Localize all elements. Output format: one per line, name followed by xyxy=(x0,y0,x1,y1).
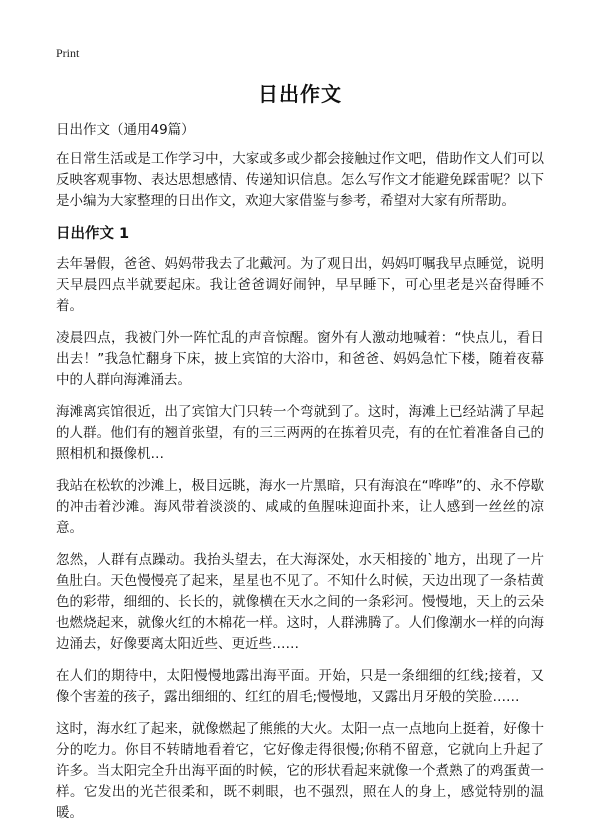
body-paragraph-4: 我站在松软的沙滩上，极目远眺，海水一片黑暗，只有海浪在“哗哗”的、永不停歇的冲击着沙滩。海风带着淡淡的、咸咸的鱼腥味迎面扑来，让人感到一丝丝的凉意。 xyxy=(56,478,544,536)
body-paragraph-1: 去年暑假，爸爸、妈妈带我去了北戴河。为了观日出，妈妈叮嘱我早点睡觉，说明天早晨四点半就要起床。我让爸爸调好闹钟，早早睡下，可心里老是兴奋得睡不着。 xyxy=(56,256,544,314)
print-link[interactable]: Print xyxy=(56,46,80,60)
page-title: 日出作文 xyxy=(258,82,342,106)
body-paragraph-7: 这时，海水红了起来，就像燃起了熊熊的大火。太阳一点一点地向上挺着，好像十分的吃力。你目不转睛地看着它，它好像走得很慢;你稍不留意，它就向上升起了许多。当太阳完全升出海平面的时候，它的形状看起来就像一个煮熟了的鸡蛋黄一样。它发出的光芒很柔和，既不刺眼，也不强烈，照在人的身上，感觉特别的温暖。 xyxy=(56,721,544,821)
body-paragraph-3: 海滩离宾馆很近，出了宾馆大门只转一个弯就到了。这时，海滩上已经站满了早起的人群。他们有的翘首张望，有的三三两两的在拣着贝壳，有的在忙着准备自己的照相机和摄像机… xyxy=(56,404,544,462)
body-paragraph-5: 忽然，人群有点躁动。我抬头望去，在大海深处，水天相接的`地方，出现了一片鱼肚白。天色慢慢亮了起来，星星也不见了。不知什么时候，天边出现了一条桔黄色的彩带，细细的、长长的，就像横在天水之间的一条彩河。慢慢地，天上的云朵也燃烧起来，就像火红的木棉花一样。这时，人群沸腾了。人们像潮水一样的向海边涌去，好像要离太阳近些、更近些…… xyxy=(56,552,544,652)
section-heading: 日出作文 1 xyxy=(56,226,130,242)
document-body xyxy=(56,120,544,835)
body-paragraph-6: 在人们的期待中，太阳慢慢地露出海平面。开始，只是一条细细的红线;接着，又像个害羞的孩子，露出细细的、红红的眉毛;慢慢地，又露出月牙般的笑脸…… xyxy=(56,668,544,705)
intro-paragraph: 在日常生活或是工作学习中，大家或多或少都会接触过作文吧，借助作文人们可以反映客观事物、表达思想感情、传递知识信息。怎么写作文才能避免踩雷呢？以下是小编为大家整理的日出作文，欢迎大家借鉴与参考，希望对大家有所帮助。 xyxy=(56,151,544,209)
document-subtitle: 日出作文（通用49篇） xyxy=(56,122,195,138)
body-paragraph-2: 凌晨四点，我被门外一阵忙乱的声音惊醒。窗外有人激动地喊着：“快点儿，看日出去！”我急忙翻身下床，披上宾馆的大浴巾，和爸爸、妈妈急忙下楼，随着夜幕中的人群向海滩涌去。 xyxy=(56,330,544,388)
